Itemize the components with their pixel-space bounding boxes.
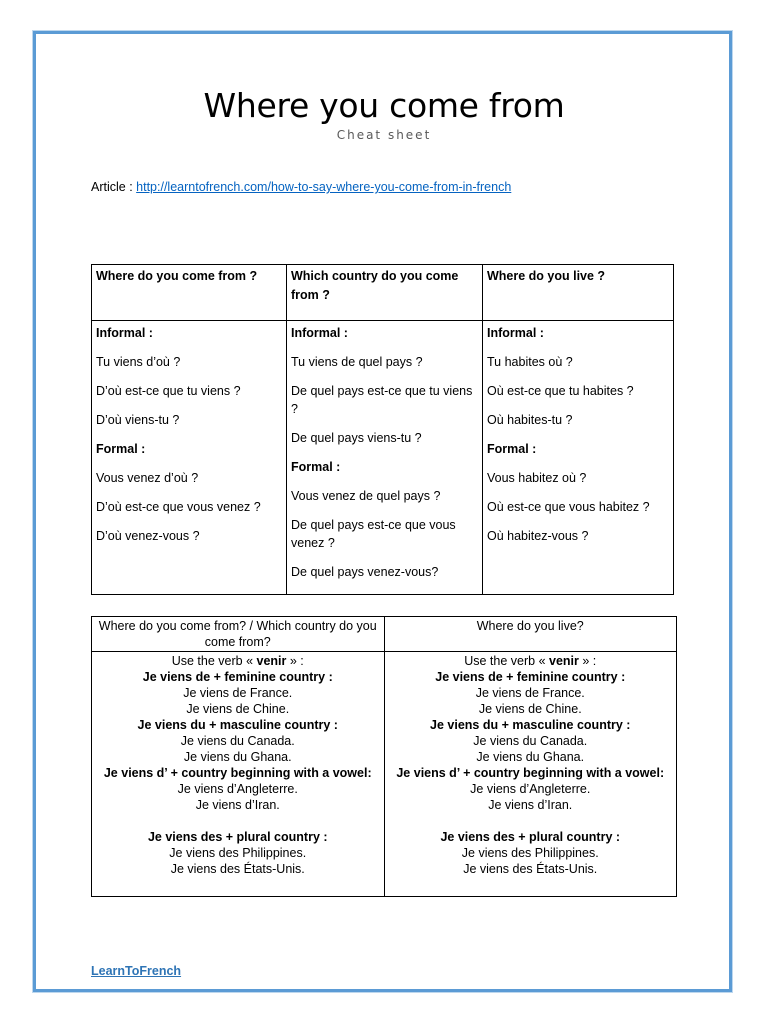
phrase: Où est-ce que vous habitez ? xyxy=(487,500,650,514)
phrase: Où est-ce que tu habites ? xyxy=(487,384,634,398)
informal-label: Informal : xyxy=(291,326,348,340)
vowel-rule: Je viens d’ + country beginning with a vowel: xyxy=(396,766,665,780)
phrase: Tu habites où ? xyxy=(487,355,573,369)
example: Je viens des États-Unis. xyxy=(170,862,305,876)
phrase: Où habites-tu ? xyxy=(487,413,573,427)
example: Je viens d’Angleterre. xyxy=(177,782,298,796)
phrase: De quel pays est-ce que tu viens ? xyxy=(291,384,473,416)
header-cell-where-live: Where do you live ? xyxy=(483,265,674,321)
formal-label: Formal : xyxy=(96,442,146,456)
example: Je viens de Chine. xyxy=(186,702,290,716)
use-verb-line: Use the verb « venir » : xyxy=(171,654,304,668)
article-line xyxy=(91,180,511,194)
example: Je viens d’Iran. xyxy=(488,798,573,812)
phrase: Vous venez d’où ? xyxy=(96,471,199,485)
plural-rule: Je viens des + plural country : xyxy=(147,830,328,844)
informal-label: Informal : xyxy=(487,326,544,340)
feminine-rule: Je viens de + feminine country : xyxy=(142,670,333,684)
example: Je viens d’Angleterre. xyxy=(470,782,591,796)
answers-column-come-from xyxy=(92,652,385,897)
page-subtitle: Cheat sheet xyxy=(336,128,432,142)
questions-table-header-row xyxy=(92,265,674,321)
header-cell-live: Where do you live? xyxy=(384,617,677,652)
formal-label: Formal : xyxy=(291,460,341,474)
example: Je viens du Ghana. xyxy=(183,750,292,764)
informal-label: Informal : xyxy=(96,326,153,340)
answers-column-live xyxy=(384,652,677,897)
phrase: D’où est-ce que vous venez ? xyxy=(96,500,261,514)
phrase: De quel pays est-ce que vous venez ? xyxy=(291,518,456,550)
example: Je viens d’Iran. xyxy=(195,798,280,812)
header-cell-come-from-country: Where do you come from? / Which country do you come from? xyxy=(92,617,385,652)
questions-table xyxy=(91,264,674,595)
example: Je viens de Chine. xyxy=(478,702,582,716)
phrase: Vous habitez où ? xyxy=(487,471,587,485)
learntofrench-link[interactable]: LearnToFrench xyxy=(91,964,182,978)
vowel-rule: Je viens d’ + country beginning with a vowel: xyxy=(103,766,372,780)
phrase: Tu viens de quel pays ? xyxy=(291,355,423,369)
formal-label: Formal : xyxy=(487,442,537,456)
example: Je viens du Ghana. xyxy=(476,750,585,764)
answers-table-header-row xyxy=(92,617,677,652)
spacer xyxy=(96,813,380,829)
column-which-country xyxy=(287,321,483,595)
phrase: De quel pays viens-tu ? xyxy=(291,431,422,445)
example: Je viens du Canada. xyxy=(473,734,588,748)
page-title: Where you come from xyxy=(203,86,565,125)
header-cell-where-come-from: Where do you come from ? xyxy=(92,265,287,321)
column-where-live xyxy=(483,321,674,595)
masculine-rule: Je viens du + masculine country : xyxy=(137,718,338,732)
example: Je viens des Philippines. xyxy=(461,846,599,860)
answers-table xyxy=(91,616,677,897)
spacer xyxy=(389,813,673,829)
example: Je viens de France. xyxy=(475,686,585,700)
phrase: D’où venez-vous ? xyxy=(96,529,200,543)
use-verb-line: Use the verb « venir » : xyxy=(464,654,597,668)
answers-table-body-row xyxy=(92,652,677,897)
example: Je viens des Philippines. xyxy=(169,846,307,860)
example: Je viens des États-Unis. xyxy=(463,862,598,876)
column-where-come-from xyxy=(92,321,287,595)
article-label: Article : xyxy=(91,180,137,194)
phrase: Tu viens d’où ? xyxy=(96,355,181,369)
article-link[interactable]: http://learntofrench.com/how-to-say-where-you-come-from-in-french xyxy=(136,180,512,194)
phrase: Où habitez-vous ? xyxy=(487,529,589,543)
feminine-rule: Je viens de + feminine country : xyxy=(435,670,626,684)
phrase: Vous venez de quel pays ? xyxy=(291,489,441,503)
phrase: D’où viens-tu ? xyxy=(96,413,180,427)
header-cell-which-country: Which country do you come from ? xyxy=(287,265,483,321)
masculine-rule: Je viens du + masculine country : xyxy=(430,718,631,732)
plural-rule: Je viens des + plural country : xyxy=(440,830,621,844)
example: Je viens de France. xyxy=(183,686,293,700)
example: Je viens du Canada. xyxy=(180,734,295,748)
phrase: De quel pays venez-vous? xyxy=(291,565,439,579)
phrase: D’où est-ce que tu viens ? xyxy=(96,384,241,398)
questions-table-body-row xyxy=(92,321,674,595)
